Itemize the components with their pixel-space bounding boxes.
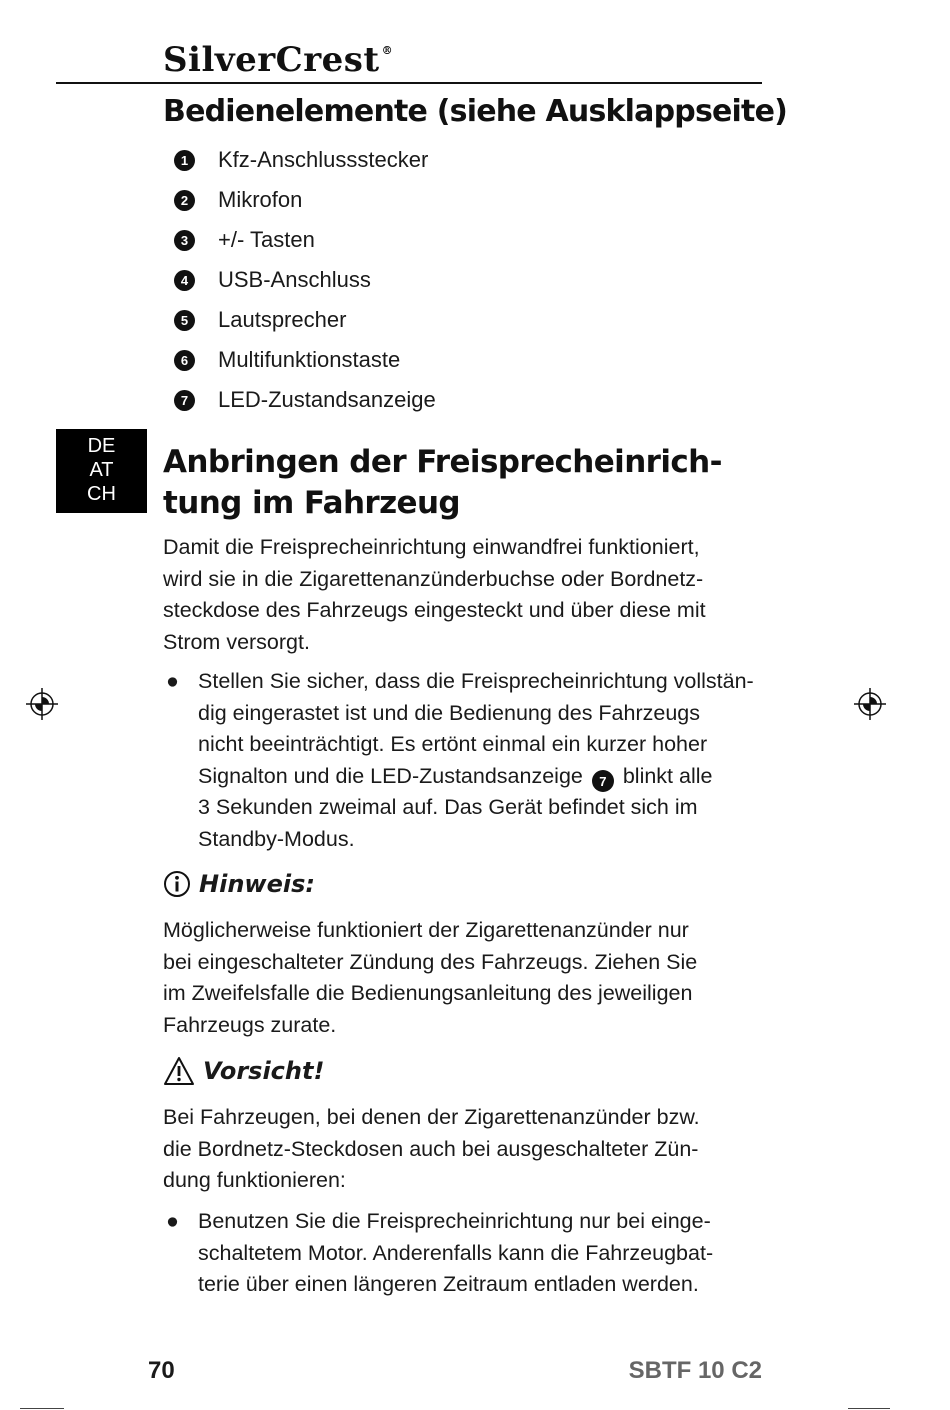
list-item-label: Mikrofon xyxy=(218,187,303,212)
intro-paragraph xyxy=(163,532,706,658)
text-line: bei eingeschalteter Zündung des Fahrzeugs. Ziehen Sie xyxy=(163,949,698,974)
language-tab xyxy=(56,429,147,513)
number-badge: 7 xyxy=(592,770,614,792)
header-rule xyxy=(56,82,762,84)
list-item xyxy=(174,340,436,380)
text-line: dig eingerastet ist und die Bedienung des Fahrzeugs xyxy=(198,700,701,725)
info-icon xyxy=(163,870,191,898)
bullet-item xyxy=(163,666,763,855)
text-line xyxy=(198,761,763,793)
list-item-label: Lautsprecher xyxy=(218,307,347,332)
section-title-controls: Bedienelemente (siehe Ausklappseite) xyxy=(163,94,788,129)
text-line: Standby-Modus. xyxy=(198,826,355,851)
number-badge: 7 xyxy=(174,390,195,411)
text-line: nicht beeinträchtigt. Es ertönt einmal ein kurzer hoher xyxy=(198,732,708,756)
list-item-label: +/- Tasten xyxy=(218,227,315,252)
text-line: im Zweifelsfalle die Bedienungsanleitung des jeweiligen xyxy=(163,981,693,1005)
number-badge: 5 xyxy=(174,310,195,331)
text-line: Benutzen Sie die Freisprecheinrichtung nur bei einge- xyxy=(198,1209,711,1233)
page-number: 70 xyxy=(148,1357,175,1384)
controls-list xyxy=(174,140,436,420)
text-line: Fahrzeugs zurate. xyxy=(163,1012,337,1037)
title-line: tung im Fahrzeug xyxy=(163,485,461,521)
text-line: Stellen Sie sicher, dass die Freisprecheinrichtung vollstän- xyxy=(198,669,754,693)
brand-logo xyxy=(163,40,393,80)
registration-mark-icon xyxy=(26,688,58,720)
bullet-icon: ● xyxy=(166,1209,179,1233)
list-item-label: Kfz-Anschlussstecker xyxy=(218,147,429,172)
section-title-mounting xyxy=(163,442,763,524)
bullet-icon: ● xyxy=(166,669,179,693)
title-line: Anbringen der Freisprecheinrich- xyxy=(163,444,722,480)
list-item xyxy=(174,180,436,220)
language-code: DE xyxy=(87,435,116,457)
note-paragraph xyxy=(163,915,697,1041)
caution-title: Vorsicht! xyxy=(203,1057,325,1085)
text-line: 3 Sekunden zweimal auf. Das Gerät befindet sich im xyxy=(198,795,698,820)
caution-paragraph xyxy=(163,1102,700,1197)
list-item xyxy=(174,140,436,180)
number-badge: 6 xyxy=(174,350,195,371)
crop-mark xyxy=(20,1408,64,1409)
registration-mark-icon xyxy=(854,688,886,720)
crop-mark xyxy=(848,1408,890,1409)
number-badge: 4 xyxy=(174,270,195,291)
text-fragment: blinkt alle xyxy=(622,763,713,788)
text-line: steckdose des Fahrzeugs eingesteckt und über diese mit xyxy=(163,598,706,622)
brand-name: SilverCrest xyxy=(163,40,380,80)
text-line: Bei Fahrzeugen, bei denen der Zigarettenanzünder bzw. xyxy=(163,1105,700,1129)
list-item-label: LED-Zustandsanzeige xyxy=(218,387,436,412)
bullet-item xyxy=(163,1206,763,1301)
list-item xyxy=(174,220,436,260)
language-code: CH xyxy=(87,483,116,505)
bullet-text xyxy=(198,1206,763,1301)
note-title: Hinweis: xyxy=(199,870,315,898)
text-line: wird sie in die Zigarettenanzünderbuchse oder Bordnetz- xyxy=(163,566,704,591)
model-number: SBTF 10 C2 xyxy=(628,1357,762,1384)
caution-heading xyxy=(163,1056,324,1086)
registered-mark: ® xyxy=(381,44,394,57)
text-line: dung funktionieren: xyxy=(163,1168,346,1192)
list-item xyxy=(174,260,436,300)
list-item xyxy=(174,300,436,340)
text-line: Möglicherweise funktioniert der Zigarettenanzünder nur xyxy=(163,918,689,942)
warning-icon xyxy=(163,1056,195,1086)
list-item-label: Multifunktionstaste xyxy=(218,347,401,372)
language-code: AT xyxy=(89,459,114,481)
number-badge: 2 xyxy=(174,190,195,211)
text-line: Damit die Freisprecheinrichtung einwandfrei funktioniert, xyxy=(163,535,700,559)
number-badge: 1 xyxy=(174,150,195,171)
text-fragment: Signalton und die LED-Zustandsanzeige xyxy=(198,763,583,788)
text-line: die Bordnetz-Steckdosen auch bei ausgeschalteter Zün- xyxy=(163,1136,699,1161)
text-line: Strom versorgt. xyxy=(163,629,310,654)
text-line: schaltetem Motor. Anderenfalls kann die Fahrzeugbat- xyxy=(198,1240,714,1265)
list-item-label: USB-Anschluss xyxy=(218,267,371,292)
list-item xyxy=(174,380,436,420)
text-line: terie über einen längeren Zeitraum entladen werden. xyxy=(198,1272,699,1296)
number-badge: 3 xyxy=(174,230,195,251)
note-heading xyxy=(163,870,315,898)
bullet-text xyxy=(198,666,763,855)
